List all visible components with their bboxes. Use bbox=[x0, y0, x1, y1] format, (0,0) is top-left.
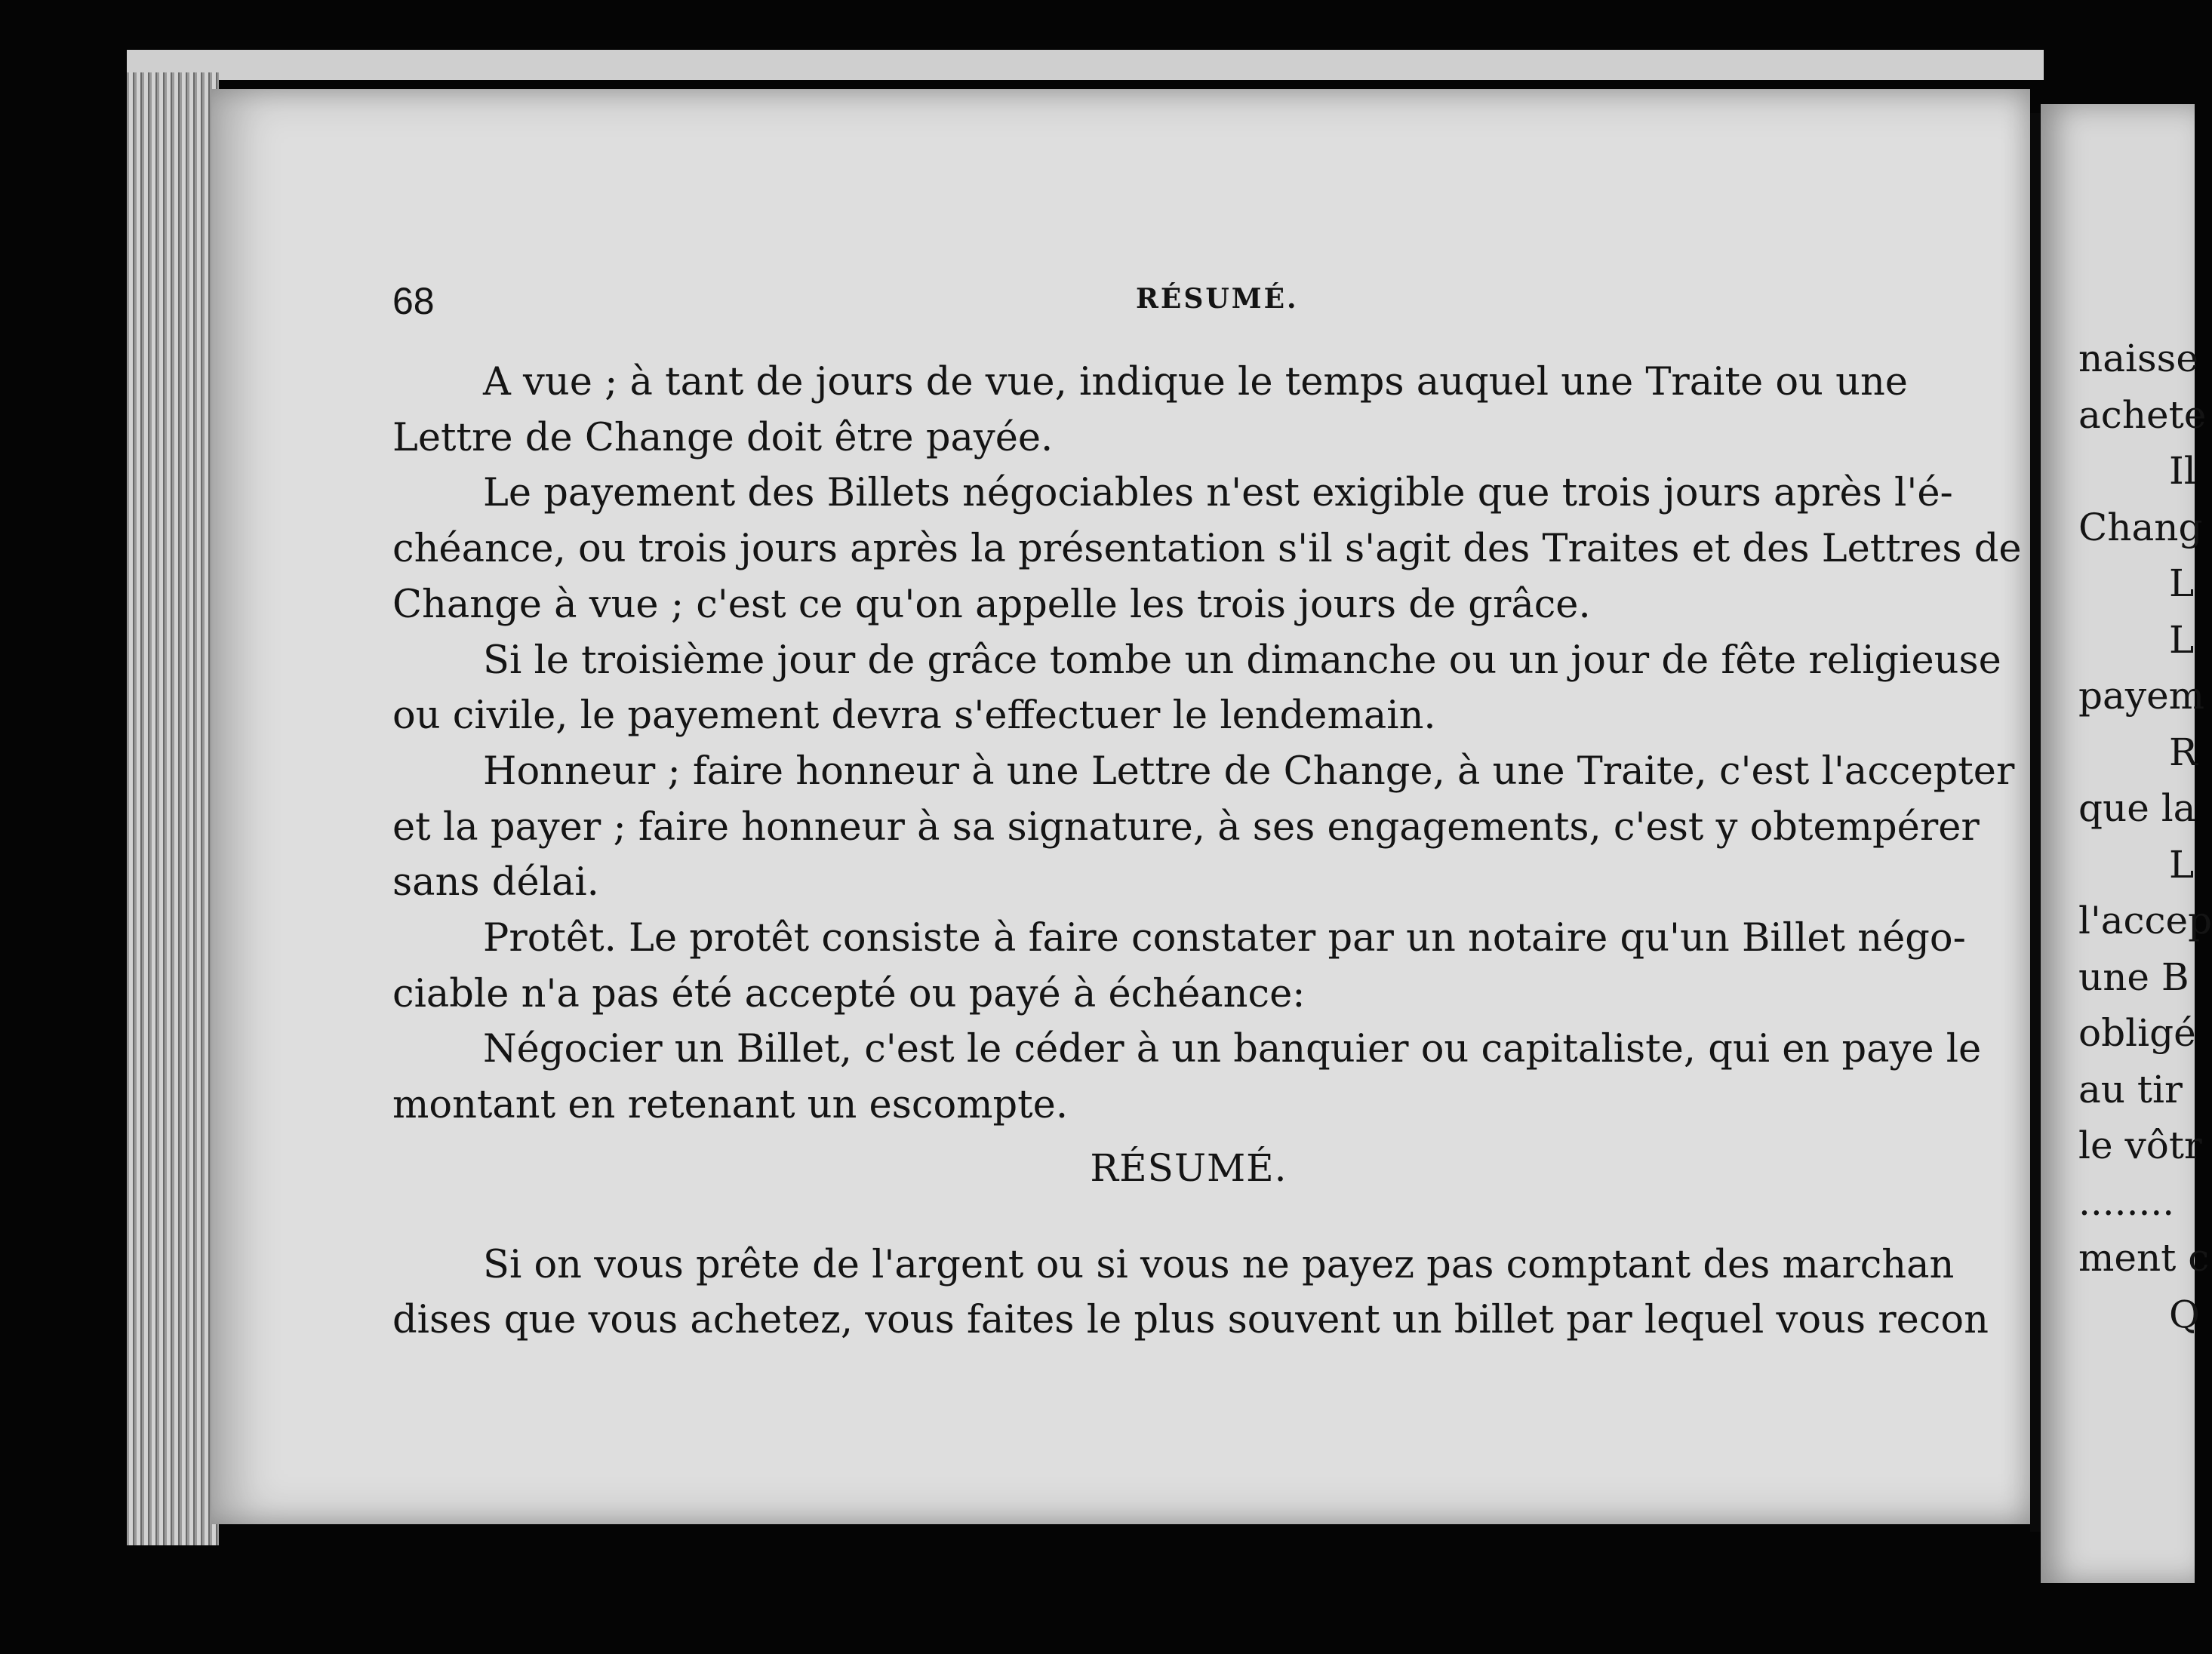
right-line: au tir bbox=[2078, 1067, 2183, 1111]
right-line: Il bbox=[2169, 449, 2196, 493]
right-line: ........ bbox=[2078, 1179, 2175, 1224]
body-text bbox=[392, 355, 2030, 1348]
text-line: chéance, ou trois jours après la présentation s'il s'agit des Traites et des Lettres de bbox=[392, 527, 2022, 572]
right-line: L bbox=[2169, 561, 2195, 605]
right-line: achete bbox=[2078, 392, 2207, 437]
right-line: Chang bbox=[2078, 505, 2203, 549]
right-line: L bbox=[2169, 617, 2195, 662]
right-line: une B bbox=[2078, 955, 2189, 999]
right-line: R bbox=[2169, 730, 2198, 774]
page-number: 68 bbox=[392, 280, 435, 322]
text-line: et la payer ; faire honneur à sa signature, à ses engagements, c'est y obtempérer bbox=[392, 804, 1980, 850]
right-line: obligé bbox=[2078, 1011, 2196, 1055]
right-line: le vôtr bbox=[2078, 1124, 2202, 1167]
running-head: RÉSUMÉ. bbox=[1136, 283, 1299, 315]
text-line: Lettre de Change doit être payée. bbox=[392, 415, 1054, 460]
right-line: l'accep bbox=[2078, 899, 2212, 942]
text-line bbox=[392, 355, 2030, 410]
page-stack-edges bbox=[127, 72, 219, 1545]
right-page-fragment bbox=[2041, 104, 2212, 1583]
text-line: Le payement des Billets négociables n'est exigible que trois jours après l'é- bbox=[483, 471, 1953, 516]
text-line: Change à vue ; c'est ce qu'on appelle les trois jours de grâce. bbox=[392, 582, 1591, 627]
text-line: Négocier un Billet, c'est le céder à un banquier ou capitaliste, qui en paye le bbox=[483, 1027, 1982, 1072]
right-line: L bbox=[2169, 842, 2195, 887]
text-line: Honneur ; faire honneur à une Lettre de Change, à une Traite, c'est l'accepter bbox=[483, 749, 2015, 794]
text-line-0: A vue ; à tant de jours de vue, indique le temps auquel une Traite ou une bbox=[483, 360, 1908, 404]
gutter-shadow bbox=[2030, 113, 2041, 1532]
text-line: ciable n'a pas été accepté ou payé à échéance: bbox=[392, 971, 1306, 1016]
text-line: Protêt. Le protêt consiste à faire constater par un notaire qu'un Billet négo- bbox=[483, 916, 1966, 961]
text-line: ou civile, le payement devra s'effectuer le lendemain. bbox=[392, 693, 1436, 739]
page-top-edge bbox=[127, 50, 2044, 80]
text-line: montant en retenant un escompte. bbox=[392, 1083, 1069, 1128]
right-line: naisse bbox=[2078, 337, 2198, 380]
section-heading: RÉSUMÉ. bbox=[1090, 1145, 1288, 1190]
right-line: Q bbox=[2169, 1292, 2200, 1336]
right-line: ment c bbox=[2078, 1236, 2210, 1280]
right-line: payem bbox=[2078, 674, 2205, 718]
right-page-lines bbox=[2078, 330, 2212, 1342]
resume-line: Si on vous prête de l'argent ou si vous ne payez pas comptant des marchan bbox=[483, 1242, 1955, 1287]
text-line: sans délai. bbox=[392, 860, 599, 905]
text-line: Si le troisième jour de grâce tombe un dimanche ou un jour de fête religieuse bbox=[483, 638, 2001, 683]
right-line: que la bbox=[2078, 786, 2196, 830]
resume-line: dises que vous achetez, vous faites le plus souvent un billet par lequel vous recon bbox=[392, 1298, 1989, 1343]
